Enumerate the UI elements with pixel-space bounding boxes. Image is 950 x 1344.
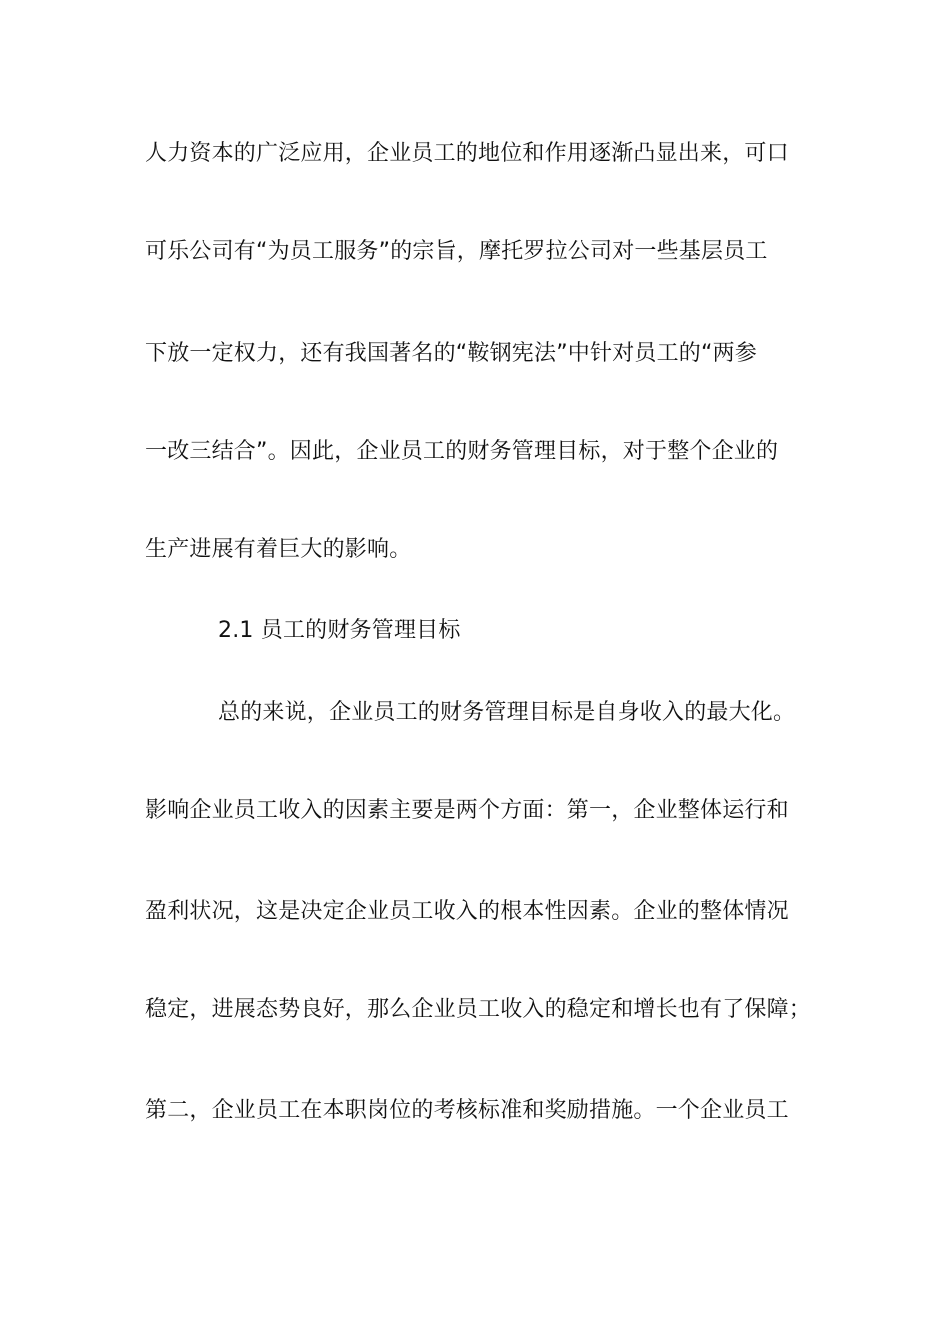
paragraph-line: 下放一定权力，还有我国著名的“鞍钢宪法”中针对员工的“两参 [145,341,757,366]
paragraph-line: 第二，企业员工在本职岗位的考核标准和奖励措施。一个企业员工 [145,1098,789,1123]
paragraph-line: 稳定，进展态势良好，那么企业员工收入的稳定和增长也有了保障； [145,997,812,1022]
section-heading: 2.1 员工的财务管理目标 [218,618,461,643]
paragraph-line: 生产进展有着巨大的影响。 [145,537,412,562]
paragraph-line: 人力资本的广泛应用，企业员工的地位和作用逐渐凸显出来，可口 [145,141,789,166]
paragraph-line: 一改三结合”。因此，企业员工的财务管理目标，对于整个企业的 [145,439,779,464]
paragraph-line: 盈利状况，这是决定企业员工收入的根本性因素。企业的整体情况 [145,899,789,924]
paragraph-line: 影响企业员工收入的因素主要是两个方面：第一，企业整体运行和 [145,798,789,823]
paragraph-line: 总的来说，企业员工的财务管理目标是自身收入的最大化。 [218,700,796,725]
paragraph-line: 可乐公司有“为员工服务”的宗旨，摩托罗拉公司对一些基层员工 [145,239,768,264]
